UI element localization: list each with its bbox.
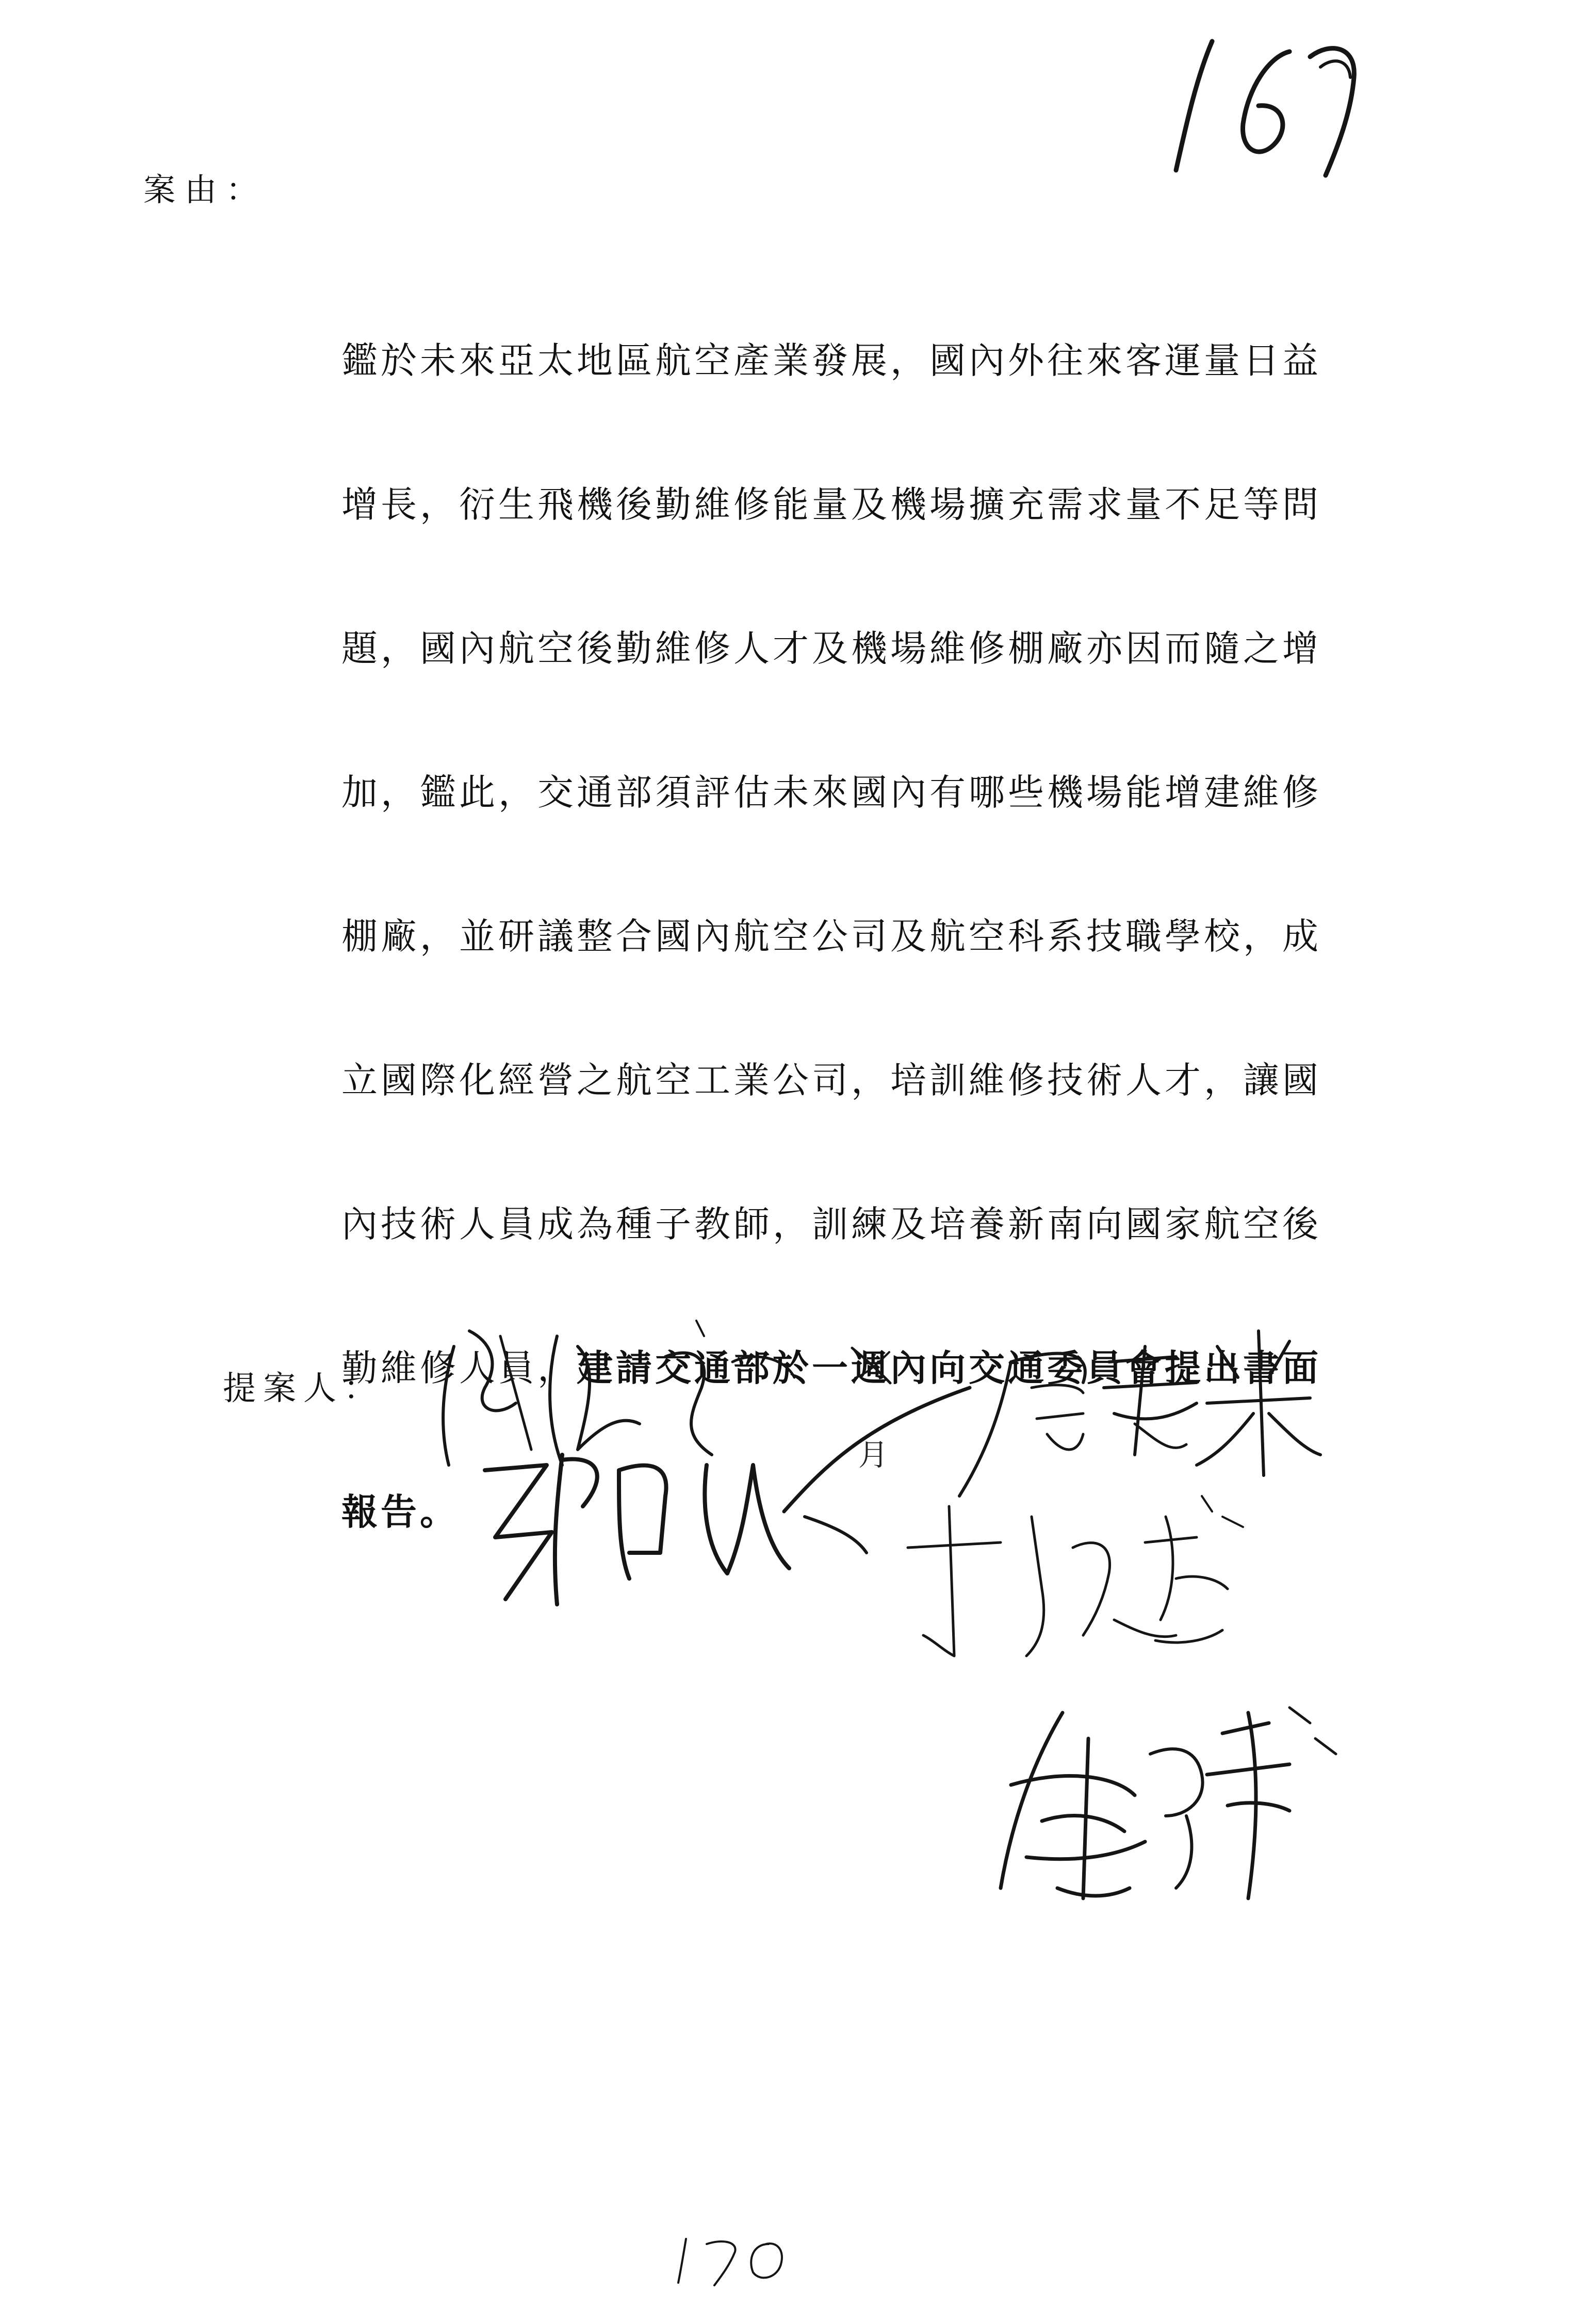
case-body-line: 加，鑑此，交通部須評估未來國內有哪些機場能增建維修 xyxy=(341,771,1321,814)
case-body-line: 立國際化經營之航空工業公司，培訓維修技術人才，讓國 xyxy=(341,1059,1321,1101)
handwritten-page-number-bottom xyxy=(671,2229,794,2290)
signature-4 xyxy=(887,1486,1248,1671)
strike-mark xyxy=(848,1342,894,1388)
case-body-line: 鑑於未來亞太地區航空產業發展，國內外往來客運量日益 xyxy=(341,339,1321,382)
request-text-bold-continued: 內向交通委員會提出書面 xyxy=(890,1347,1321,1389)
proposer-label: 提案人： xyxy=(223,1370,384,1408)
handwritten-page-number-top xyxy=(1155,21,1382,186)
request-text-bold: 建請交通部於一 xyxy=(577,1347,851,1389)
case-body-line-final: 報告。 xyxy=(341,1491,459,1533)
signature-5 xyxy=(980,1692,1351,1909)
case-body-line: 增長，衍生飛機後勤維修能量及機場擴充需求量不足等問 xyxy=(341,483,1321,526)
signature-2 xyxy=(928,1300,1331,1506)
struck-word: 週 月 xyxy=(851,1347,890,1389)
case-body-line: 內技術人員成為種子教師，訓練及培養新南向國家航空後 xyxy=(341,1203,1321,1245)
inserted-correction: 月 xyxy=(858,1437,892,1472)
request-text-normal: 勤維修人員， xyxy=(341,1347,577,1389)
case-body-line: 題，國內航空後勤維修人才及機場維修棚廠亦因而隨之增 xyxy=(341,627,1321,670)
case-body-line: 棚廠，並研議整合國內航空公司及航空科系技職學校，成 xyxy=(341,915,1321,957)
case-label: 案由： xyxy=(143,171,268,208)
